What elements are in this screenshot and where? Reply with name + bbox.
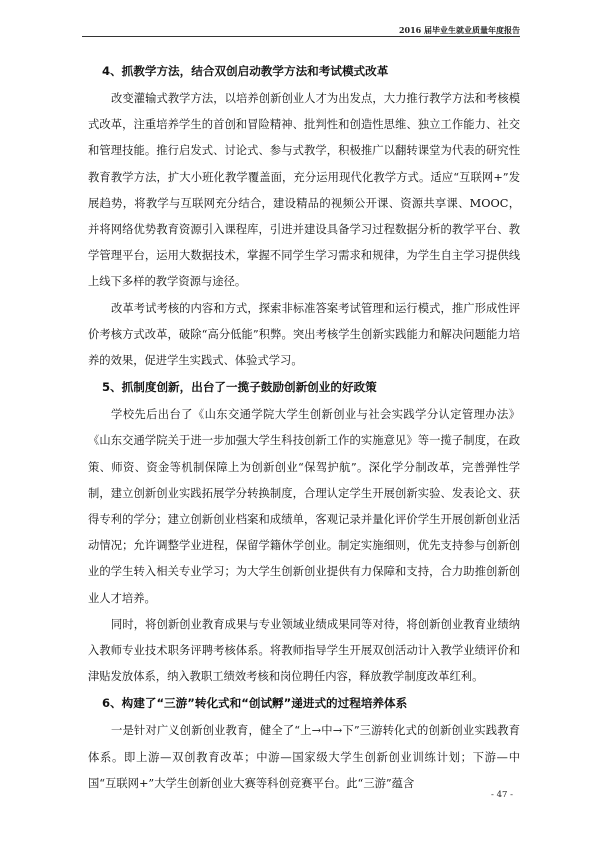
page-number: - 47 - xyxy=(491,790,513,800)
section-heading-4: 4、抓教学方法，结合双创启动教学方法和考试模式改革 xyxy=(102,64,389,78)
header-rule xyxy=(82,36,520,37)
section-4-paragraph-1: 改变灌输式教学方法，以培养创新创业人才为出发点，大力推行教学方法和考核模式改革，注重培养学生的首创和冒险精神、批判性和创造性思维、独立工作能力、社交和管理技能。推行启发式、讨论式、参与式教学，积极推广以翻转课堂为代表的研究性教育教学方法，扩大小班化教学覆盖面，充分运用现代化教学方式。适应“互联网+”发展趋势，将教学与互联网充分结合，建设精品的视频公开课、资源共享课、MOOC，并将网络优势教育资源引入课程库，引进并建设具备学习过程数据分析的教学平台、教学管理平台，运用大数据技术，掌握不同学生学习需求和规律，为学生自主学习提供线上线下多样的教学资源与途径。 xyxy=(88,92,520,289)
section-5-paragraph-1: 学校先后出台了《山东交通学院大学生创新创业与社会实践学分认定管理办法》《山东交通学院关于进一步加强大学生科技创新工作的实施意见》等一揽子制度，在政策、师资、资金等机制保障上为创新创业“保驾护航”。深化学分制改革，完善弹性学制，建立创新创业实践拓展学分转换制度，合理认定学生开展创新实验、发表论文、获得专利的学分；建立创新创业档案和成绩单，客观记录并量化评价学生开展创新创业活动情况；允许调整学业进程，保留学籍休学创业。制定实施细则，优先支持参与创新创业的学生转入相关专业学习；为大学生创新创业提供有力保障和支持，合力助推创新创业人才培养。 xyxy=(88,408,520,605)
running-title: 2016 届毕业生就业质量年度报告 xyxy=(398,25,520,35)
page-header xyxy=(82,0,520,38)
document-body xyxy=(88,62,520,797)
section-5-paragraph-2: 同时，将创新创业教育成果与专业领域业绩成果同等对待，将创新创业教育业绩纳入教师专业技术职务评聘考核体系。将教师指导学生开展双创活动计入教学业绩评价和津贴发放体系，纳入教职工绩效考核和岗位聘任内容，释放教学制度改革红利。 xyxy=(88,617,520,684)
section-6-paragraph-1: 一是针对广义创新创业教育，健全了“上→中→下”三游转化式的创新创业实践教育体系。即上游—双创教育改革；中游—国家级大学生创新创业训练计划；下游—中国“互联网+”大学生创新创业大赛等科创竞赛平台。此“三游”蕴含 xyxy=(88,724,520,790)
section-heading-6: 6、构建了“三游”转化式和“创试孵”递进式的过程培养体系 xyxy=(102,696,408,711)
section-4-paragraph-2: 改革考试考核的内容和方式，探索非标准答案考试管理和运行模式，推广形成性评价考核方式改革，破除“高分低能”积弊。突出考核学生创新实践能力和解决问题能力培养的效果，促进学生实践式、体验式学习。 xyxy=(88,301,520,368)
section-heading-5: 5、抓制度创新，出台了一揽子鼓励创新创业的好政策 xyxy=(102,380,377,395)
